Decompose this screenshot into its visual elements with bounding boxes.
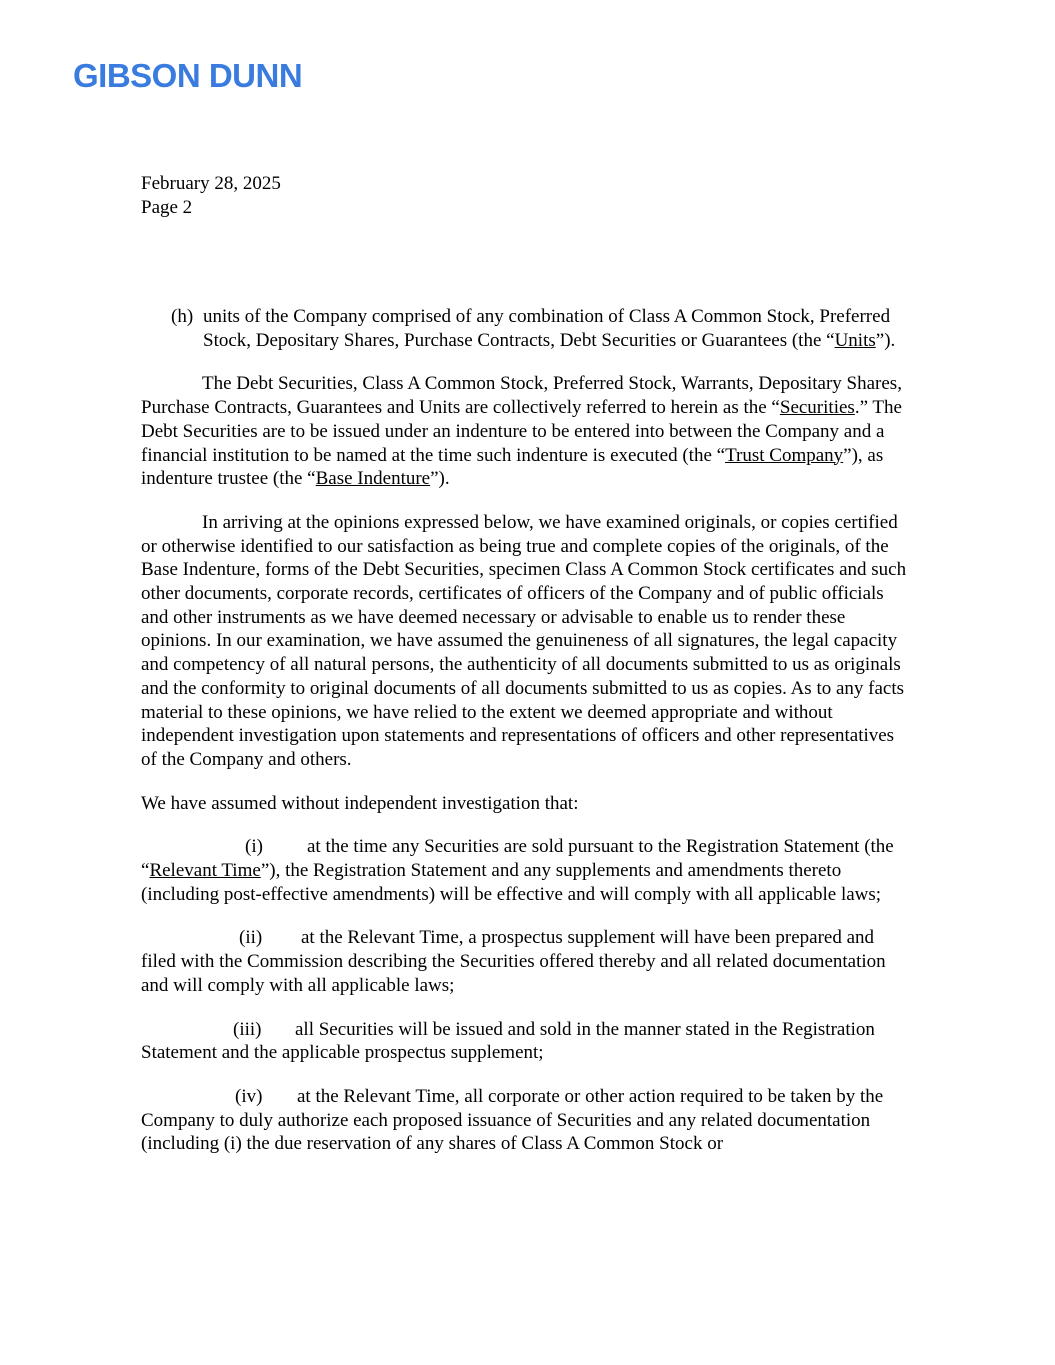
- defined-term-relevant-time: Relevant Time: [149, 860, 261, 882]
- paragraph-assumptions-intro: We have assumed without independent investigation that:: [141, 792, 579, 814]
- assumption-label: (i): [245, 836, 263, 858]
- page-number: Page 2: [141, 197, 193, 218]
- assumption-label: (iv): [235, 1085, 263, 1107]
- gibson-dunn-logo: GIBSON DUNN: [73, 57, 303, 94]
- defined-term-trust-company: Trust Company: [725, 444, 844, 466]
- letter-date: February 28, 2025: [141, 173, 281, 194]
- letter-body: [141, 305, 911, 1176]
- list-item-text: units of the Company comprised of any combination of Class A Common Stock, Preferred Stock, Depositary Shares, Purchase Contracts, Debt Securities or Guarantees (the “Units”).: [203, 306, 896, 351]
- defined-term-units: Units: [834, 329, 876, 351]
- assumption-item-ii: (ii) at the Relevant Time, a prospectus supplement will have been prepared and filed with the Commission describing the Securities offered thereby and all related documentation and will comply with all applicable laws;: [141, 927, 886, 996]
- defined-term-securities: Securities: [779, 397, 855, 419]
- paragraph-securities-definition: The Debt Securities, Class A Common Stock, Preferred Stock, Warrants, Depositary Shares, Purchase Contracts, Guarantees and Units are collectively referred to herein as the “Securities.” The Debt Securities are to be issued under an indenture to be entered into between the Company and a financial institution to be named at the time such indenture is executed (the “Trust Company”), as indenture trustee (the “Base Indenture”).: [141, 373, 902, 490]
- list-item-h: [141, 305, 911, 352]
- defined-term-base-indenture: Base Indenture: [315, 468, 431, 490]
- paragraph-examination: In arriving at the opinions expressed below, we have examined originals, or copies certified or otherwise identified to our satisfaction as being true and complete copies of the originals, of the Base Indenture, forms of the Debt Securities, specimen Class A Common Stock certificates and such other documents, corporate records, certificates of officers of the Company and of public officials and other instruments as we have deemed necessary or advisable to enable us to render these opinions. In our examination, we have assumed the genuineness of all signatures, the legal capacity and competency of all natural persons, the authenticity of all documents submitted to us as originals and the conformity to original documents of all documents submitted to us as copies. As to any facts material to these opinions, we have relied to the extent we deemed appropriate and without independent investigation upon statements and representations of officers and other representatives of the Company and others.: [141, 511, 907, 770]
- assumption-label: (iii): [233, 1018, 262, 1040]
- assumption-item-iv: (iv) at the Relevant Time, all corporate or other action required to be taken by the Company to duly authorize each proposed issuance of Securities and any related documentation (including (i) the due reservation of any shares of Class A Common Stock or: [141, 1085, 884, 1155]
- list-item-label: (h): [171, 306, 194, 327]
- assumption-label: (ii): [239, 927, 263, 949]
- letter-header: [141, 172, 281, 220]
- assumption-item-i: (i) at the time any Securities are sold pursuant to the Registration Statement (the “Relevant Time”), the Registration Statement and any supplements and amendments thereto (including post-effective amendments) will be effective and will comply with all applicable laws;: [141, 836, 894, 905]
- assumption-item-iii: (iii) all Securities will be issued and sold in the manner stated in the Registration Statement and the applicable prospectus supplement;: [141, 1018, 875, 1064]
